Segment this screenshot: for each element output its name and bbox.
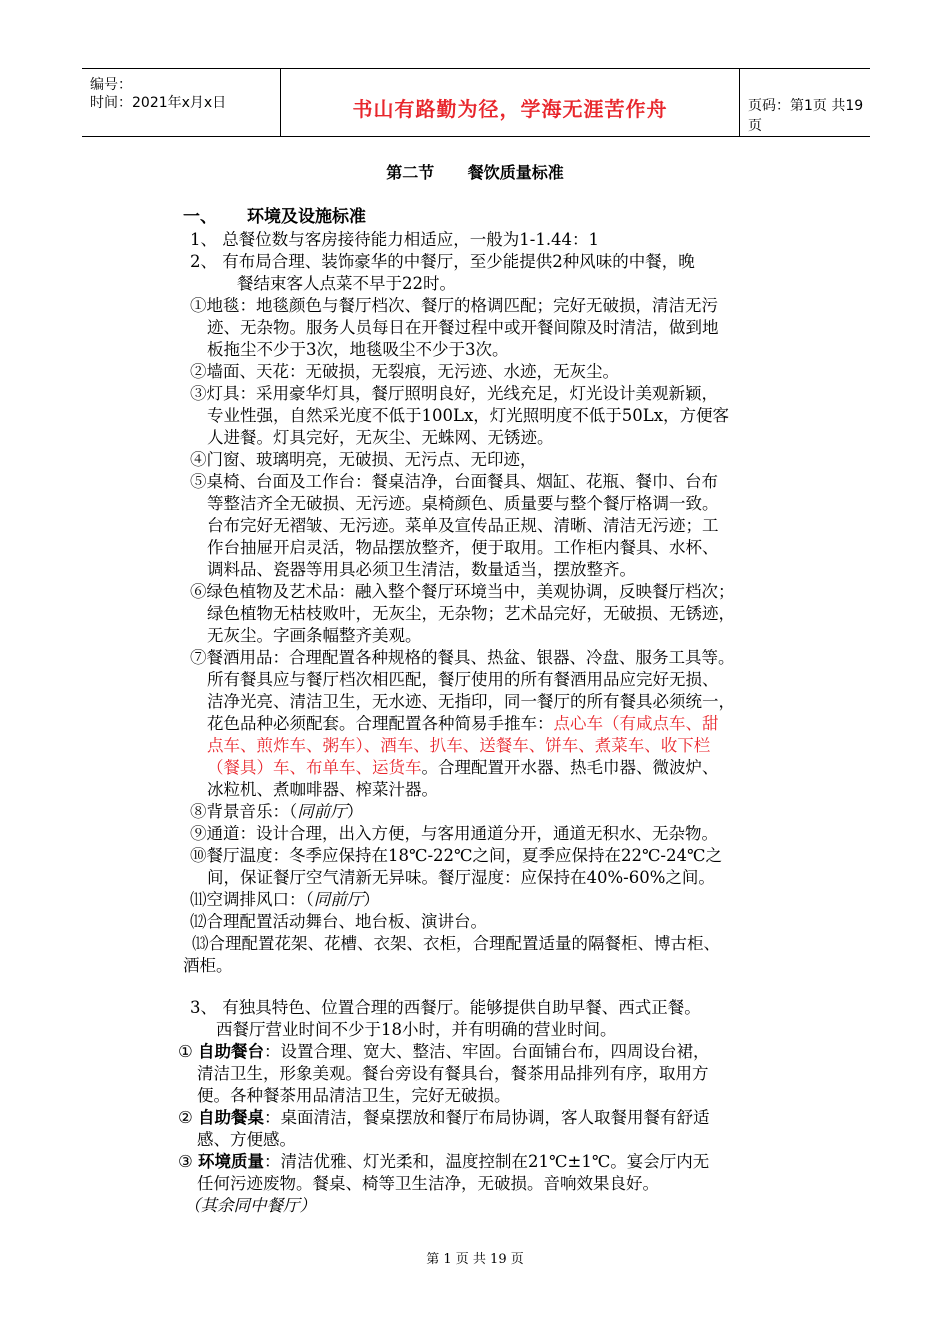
text-segment: ⑧背景音乐：（ <box>190 802 298 821</box>
text-line: ②墙面、天花：无破损，无裂痕，无污迹、水迹，无灰尘。 <box>190 362 619 381</box>
header-motto-cell <box>280 69 740 136</box>
highlighted-cart-list: 点车、煎炸车、粥车）、酒车、扒车、送餐车、饼车、煮菜车、收下栏 <box>207 736 711 755</box>
text-line: 人进餐。灯具完好，无灰尘、无蛛网、无锈迹。 <box>207 428 554 447</box>
text-line <box>178 1041 710 1063</box>
text-line: 冰粒机、煮咖啡器、榨菜汁器。 <box>207 780 438 799</box>
text-line: 感、方便感。 <box>197 1130 296 1149</box>
text-line: 餐结束客人点菜不早于22时。 <box>237 274 456 293</box>
document-date-label: 时间：2021年x月x日 <box>90 95 227 111</box>
text-line: 酒柜。 <box>183 956 233 975</box>
page-footer: 第 1 页 共 19 页 <box>426 1252 524 1267</box>
text-line: ⑿合理配置活动舞台、地台板、演讲台。 <box>190 912 487 931</box>
text-line: ⒀合理配置花架、花槽、衣架、衣柜，合理配置适量的隔餐柜、博古柜、 <box>192 934 720 953</box>
list-marker: ③ <box>178 1152 199 1171</box>
heading-environment <box>183 206 366 228</box>
heading-text: 环境及设施标准 <box>247 207 366 227</box>
text-line: 便。各种餐茶用品清洁卫生，完好无破损。 <box>197 1086 511 1105</box>
header-page-cell <box>740 69 870 136</box>
text-line <box>207 713 719 735</box>
text-line: ⑤桌椅、台面及工作台：餐桌洁净，台面餐具、烟缸、花瓶、餐巾、台布 <box>190 472 718 491</box>
header-meta-cell <box>82 69 280 136</box>
heading-number: 一、 <box>183 207 217 227</box>
text-line: ⑥绿色植物及艺术品：融入整个餐厅环境当中，美观协调，反映餐厅档次； <box>190 582 735 601</box>
highlighted-cart-list: （餐具）车、布单车、运货车 <box>207 758 422 777</box>
text-line: 无灰尘。字画条幅整齐美观。 <box>207 626 422 645</box>
text-line: 3、 有独具特色、位置合理的西餐厅。能够提供自助早餐、西式正餐。 <box>190 998 701 1017</box>
text-line: ①地毯：地毯颜色与餐厅档次、餐厅的格调匹配；完好无破损，清洁无污 <box>190 296 718 315</box>
text-line: 台布完好无褶皱、无污迹。菜单及宣传品正规、清晰、清洁无污迹；工 <box>207 516 719 535</box>
document-header <box>82 68 870 137</box>
text-line <box>178 1151 709 1173</box>
bold-term: 自助餐桌 <box>198 1108 265 1127</box>
document-code-label: 编号： <box>90 77 132 93</box>
text-line <box>178 1107 710 1129</box>
italic-note: 同前厅 <box>313 890 364 909</box>
text-line: 间，保证餐厅空气清新无异味。餐厅湿度：应保持在40%-60%之间。 <box>207 868 715 887</box>
text-segment: ：桌面清洁，餐桌摆放和餐厅布局协调，客人取餐用餐有舒适 <box>264 1108 710 1127</box>
text-line: 等整洁齐全无破损、无污迹。桌椅颜色、质量要与整个餐厅格调一致。 <box>207 494 719 513</box>
text-line: 西餐厅营业时间不少于18小时，并有明确的营业时间。 <box>216 1020 617 1039</box>
text-line: 板拖尘不少于3次，地毯吸尘不少于3次。 <box>207 340 509 359</box>
list-marker: ② <box>178 1108 199 1127</box>
text-line: 迹、无杂物。服务人员每日在开餐过程中或开餐间隙及时清洁，做到地 <box>207 318 719 337</box>
text-line: 任何污迹废物。餐桌、椅等卫生洁净，无破损。音响效果良好。 <box>197 1174 659 1193</box>
text-line: 作台抽屉开启灵活，物品摆放整齐，便于取用。工作柜内餐具、水杯、 <box>207 538 719 557</box>
text-segment: ：清洁优雅、灯光柔和，温度控制在21℃±1℃。宴会厅内无 <box>264 1152 710 1171</box>
text-line: ⑦餐酒用品：合理配置各种规格的餐具、热盆、银器、冷盘、服务工具等。 <box>190 648 735 667</box>
section-name: 餐饮质量标准 <box>467 163 564 182</box>
text-segment: 花色品种必须配套。合理配置各种简易手推车： <box>207 714 554 733</box>
text-line: 专业性强，自然采光度不低于100Lx，灯光照明度不低于50Lx，方便客 <box>207 406 730 425</box>
text-line: 所有餐具应与餐厅档次相匹配，餐厅使用的所有餐酒用品应完好无损、 <box>207 670 719 689</box>
text-line: ④门窗、玻璃明亮，无破损、无污点、无印迹， <box>190 450 537 469</box>
text-line <box>207 757 719 779</box>
italic-note: （其余同中餐厅） <box>184 1196 316 1215</box>
text-line <box>190 801 363 823</box>
text-line: 1、 总餐位数与客房接待能力相适应，一般为1-1.44：1 <box>190 230 600 249</box>
text-line: ⑨通道：设计合理，出入方便，与客用通道分开，通道无积水、无杂物。 <box>190 824 718 843</box>
italic-note: 同前厅 <box>297 802 347 821</box>
text-line: ③灯具：采用豪华灯具，餐厅照明良好，光线充足，灯光设计美观新颖， <box>190 384 718 403</box>
text-segment: ⑾空调排风口：（ <box>190 890 314 909</box>
list-marker: ① <box>178 1042 199 1061</box>
text-line: ⑩餐厅温度：冬季应保持在18℃-22℃之间，夏季应保持在22℃-24℃之 <box>190 846 722 865</box>
text-line: 清洁卫生，形象美观。餐台旁设有餐具台，餐茶用品排列有序，取用方 <box>197 1064 709 1083</box>
section-number: 第二节 <box>386 163 435 182</box>
header-page-number: 页码：第1页 共19页 <box>748 98 864 134</box>
bold-term: 环境质量 <box>198 1152 265 1171</box>
text-segment: 。合理配置开水器、热毛巾器、微波炉、 <box>421 758 719 777</box>
page-title <box>0 160 950 183</box>
highlighted-cart-list: 点心车（有咸点车、甜 <box>553 714 719 733</box>
text-segment: ） <box>363 890 380 909</box>
text-line: 调料品、瓷器等用具必须卫生清洁，数量适当，摆放整齐。 <box>207 560 636 579</box>
bold-term: 自助餐台 <box>198 1042 265 1061</box>
text-segment: ） <box>346 802 364 821</box>
text-line: 绿色植物无枯枝败叶，无灰尘，无杂物；艺术品完好，无破损、无锈迹， <box>207 604 735 623</box>
text-line: 2、 有布局合理、装饰豪华的中餐厅，至少能提供2种风味的中餐，晚 <box>190 252 695 271</box>
text-line <box>190 889 380 911</box>
text-segment: ：设置合理、宽大、整洁、牢固。台面铺台布，四周设台裙， <box>264 1042 710 1061</box>
text-line: 洁净光亮、清洁卫生，无水迹、无指印，同一餐厅的所有餐具必须统一， <box>207 692 735 711</box>
header-motto: 书山有路勤为径，学海无涯苦作舟 <box>352 97 668 121</box>
